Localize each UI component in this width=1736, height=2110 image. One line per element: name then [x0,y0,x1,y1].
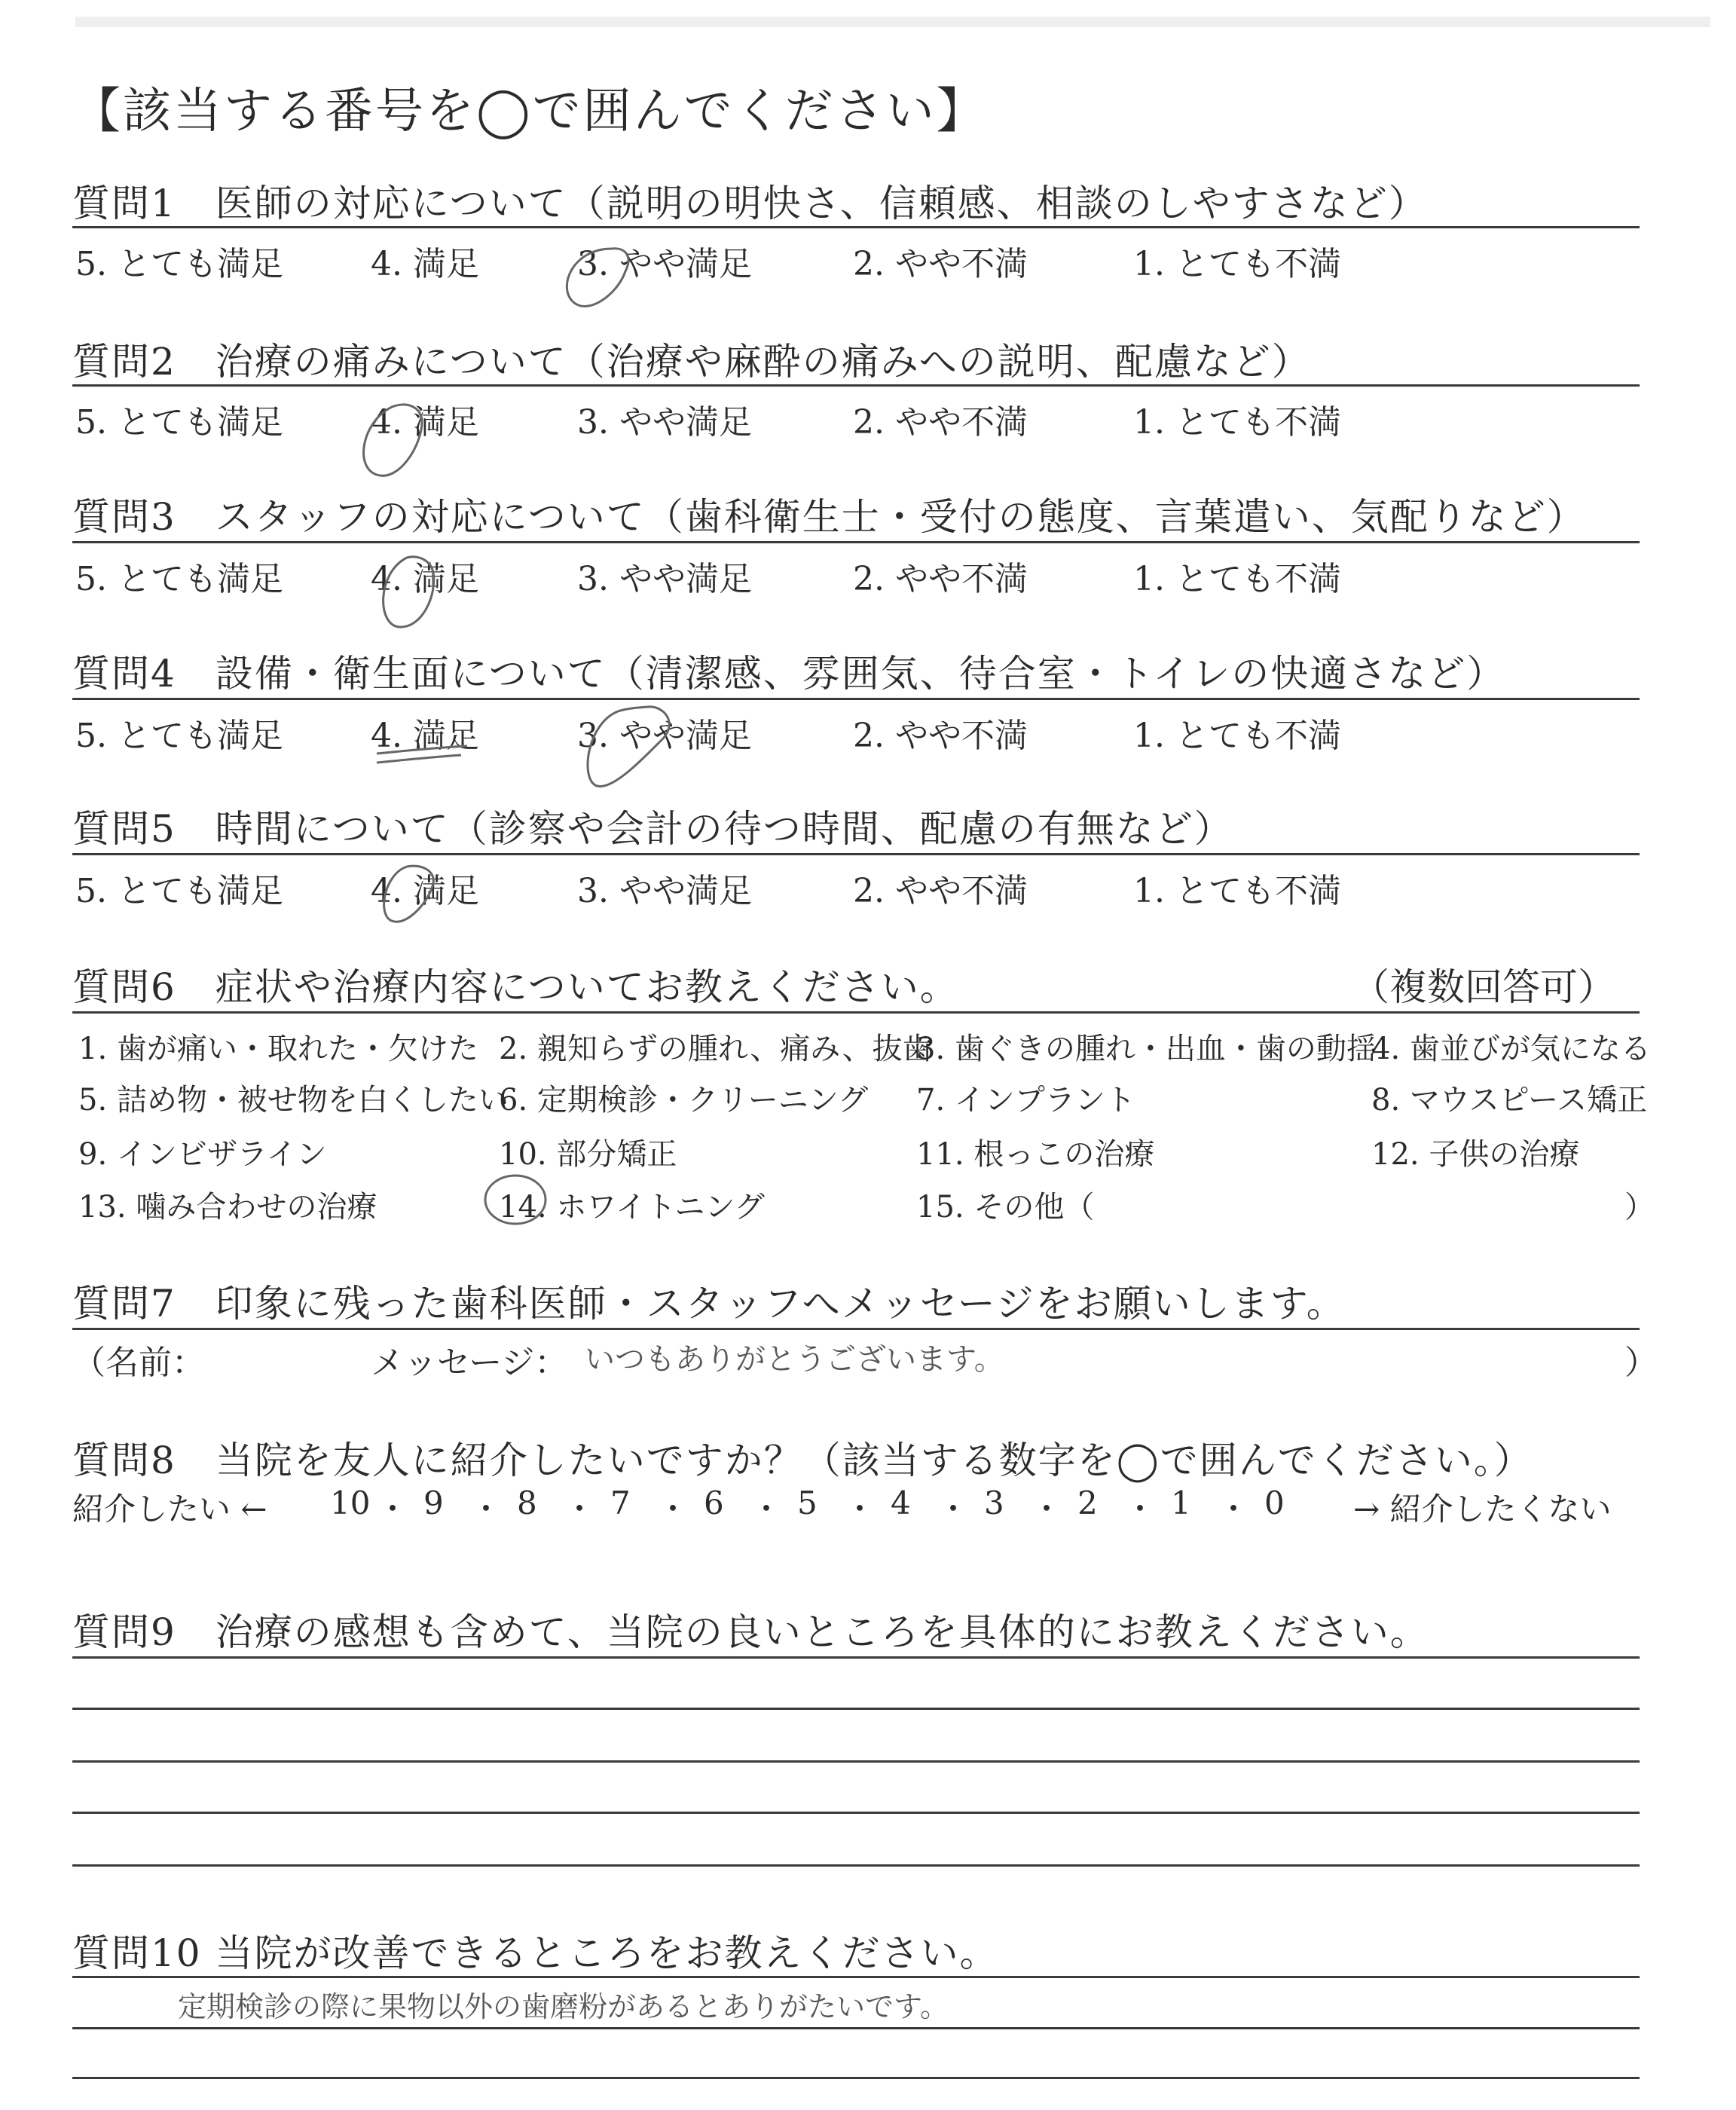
q9-answer-line-1[interactable] [72,1656,1640,1659]
q2-rule [72,384,1640,387]
q6-option-13[interactable]: 13. 噛み合わせの治療 [78,1190,377,1225]
q6-option-5[interactable]: 5. 詰め物・被せ物を白くしたい [78,1083,509,1118]
q9-answer-line-5[interactable] [72,1864,1640,1867]
q1-rule [72,226,1640,228]
q7-handwritten-message: いつもありがとうございます。 [585,1342,1004,1377]
q9-answer-line-4[interactable] [72,1812,1640,1814]
q1-option-2[interactable]: 2. やや不満 [853,245,1028,283]
q8-scale-separator: ・ [1031,1491,1063,1527]
q4-option-1[interactable]: 1. とても不満 [1133,717,1341,755]
q8-score-0[interactable]: 0 [1264,1485,1285,1521]
q4-option-2[interactable]: 2. やや不満 [853,717,1028,755]
q4-option-4[interactable]: 4. 満足 [371,717,479,755]
q8-scale-separator: ・ [1218,1491,1250,1527]
q8-left-label: 紹介したい ← [72,1491,267,1527]
q8-score-9[interactable]: 9 [423,1485,444,1521]
q5-option-1[interactable]: 1. とても不満 [1133,872,1341,910]
q2-option-1[interactable]: 1. とても不満 [1133,403,1341,442]
q4-option-5[interactable]: 5. とても満足 [75,717,283,755]
q1-option-3[interactable]: 3. やや満足 [577,245,752,283]
q6-title: 質問6 症状や治療内容についてお教えください。 [72,965,959,1009]
q6-option-8[interactable]: 8. マウスピース矯正 [1371,1083,1648,1118]
q3-option-1[interactable]: 1. とても不満 [1133,560,1341,598]
q4-rule [72,698,1640,700]
q8-title: 質問8 当院を友人に紹介したいですか？（該当する数字を◯で囲んでください。） [72,1439,1533,1482]
q8-right-label: → 紹介したくない [1353,1491,1612,1527]
q6-option-11[interactable]: 11. 根っこの治療 [916,1137,1155,1172]
q3-rule [72,541,1640,543]
q3-option-2[interactable]: 2. やや不満 [853,560,1028,598]
q5-option-5[interactable]: 5. とても満足 [75,872,283,910]
q6-option-2[interactable]: 2. 親知らずの腫れ、痛み、抜歯 [499,1032,933,1066]
q8-scale-separator: ・ [844,1491,876,1527]
q2-option-2[interactable]: 2. やや不満 [853,403,1028,442]
q1-option-1[interactable]: 1. とても不満 [1133,245,1341,283]
q2-option-3[interactable]: 3. やや満足 [577,403,752,442]
q5-option-4[interactable]: 4. 満足 [371,872,479,910]
q6-option-10[interactable]: 10. 部分矯正 [499,1137,677,1172]
q2-option-4[interactable]: 4. 満足 [371,403,479,442]
q8-score-6[interactable]: 6 [704,1485,724,1521]
q6-option-9[interactable]: 9. インビザライン [78,1137,327,1172]
q10-answer-line-1[interactable] [72,1976,1640,1978]
q8-scale-separator: ・ [377,1491,409,1527]
q9-answer-line-3[interactable] [72,1760,1640,1763]
q6-option-6[interactable]: 6. 定期検診・クリーニング [499,1083,869,1118]
page-heading: 【該当する番号を◯で囲んでください】 [72,84,987,139]
q1-option-5[interactable]: 5. とても満足 [75,245,283,283]
q5-title: 質問5 時間について（診察や会計の待つ時間、配慮の有無など） [72,807,1233,851]
scan-top-edge [75,17,1710,27]
q6-option-12[interactable]: 12. 子供の治療 [1371,1137,1580,1172]
q1-title: 質問1 医師の対応について（説明の明快さ、信頼感、相談のしやすさなど） [72,182,1428,225]
q7-rule [72,1328,1640,1330]
q6-rule [72,1011,1640,1014]
q7-close-paren: ） [1624,1344,1658,1382]
q10-title: 質問10 当院が改善できるところをお教えください。 [72,1931,999,1975]
q6-option-14[interactable]: 14. ホワイトニング [499,1190,765,1225]
q8-scale-separator: ・ [750,1491,783,1527]
q6-option-1[interactable]: 1. 歯が痛い・取れた・欠けた [78,1032,478,1066]
q8-scale-separator: ・ [470,1491,503,1527]
q8-score-10[interactable]: 10 [330,1485,371,1521]
q8-score-3[interactable]: 3 [984,1485,1004,1521]
q1-option-4[interactable]: 4. 満足 [371,245,479,283]
q7-title: 質問7 印象に残った歯科医師・スタッフへメッセージをお願いします。 [72,1282,1346,1326]
q5-option-2[interactable]: 2. やや不満 [853,872,1028,910]
q6-option-7[interactable]: 7. インプラント [916,1083,1135,1118]
q6-option-15[interactable]: 15. その他（ [916,1190,1095,1225]
q8-score-4[interactable]: 4 [891,1485,911,1521]
q10-handwritten-answer: 定期検診の際に果物以外の歯磨粉があるとありがたいです。 [178,1990,949,2023]
q8-score-8[interactable]: 8 [517,1485,537,1521]
q6-option-3[interactable]: 3. 歯ぐきの腫れ・出血・歯の動揺 [916,1032,1377,1066]
q4-title: 質問4 設備・衛生面について（清潔感、雰囲気、待合室・トイレの快適さなど） [72,652,1506,696]
q9-title: 質問9 治療の感想も含めて、当院の良いところを具体的にお教えください。 [72,1610,1429,1654]
q5-option-3[interactable]: 3. やや満足 [577,872,752,910]
q4-option-3[interactable]: 3. やや満足 [577,717,752,755]
q2-title: 質問2 治療の痛みについて（治療や麻酔の痛みへの説明、配慮など） [72,340,1311,384]
q10-answer-line-3[interactable] [72,2077,1640,2079]
q7-message-label: メッセージ： [371,1344,568,1382]
q8-scale-separator: ・ [937,1491,970,1527]
q9-answer-line-2[interactable] [72,1708,1640,1710]
q3-option-5[interactable]: 5. とても満足 [75,560,283,598]
q8-score-2[interactable]: 2 [1077,1485,1098,1521]
q2-option-5[interactable]: 5. とても満足 [75,403,283,442]
q8-scale-separator: ・ [657,1491,689,1527]
q6-multiple-answers-note: （複数回答可） [1352,965,1615,1009]
q8-score-7[interactable]: 7 [610,1485,631,1521]
q8-scale-separator: ・ [1124,1491,1157,1527]
q8-scale-separator: ・ [564,1491,596,1527]
q3-option-4[interactable]: 4. 満足 [371,560,479,598]
q8-score-5[interactable]: 5 [797,1485,818,1521]
q8-score-1[interactable]: 1 [1171,1485,1191,1521]
q6-option-15-close-paren: ） [1624,1190,1655,1225]
q3-option-3[interactable]: 3. やや満足 [577,560,752,598]
q5-rule [72,853,1640,855]
q6-option-4[interactable]: 4. 歯並びが気になる [1371,1032,1651,1066]
q7-name-label: （名前： [72,1344,205,1382]
q3-title: 質問3 スタッフの対応について（歯科衛生士・受付の態度、言葉遣い、気配りなど） [72,495,1586,539]
q10-answer-line-2[interactable] [72,2027,1640,2029]
